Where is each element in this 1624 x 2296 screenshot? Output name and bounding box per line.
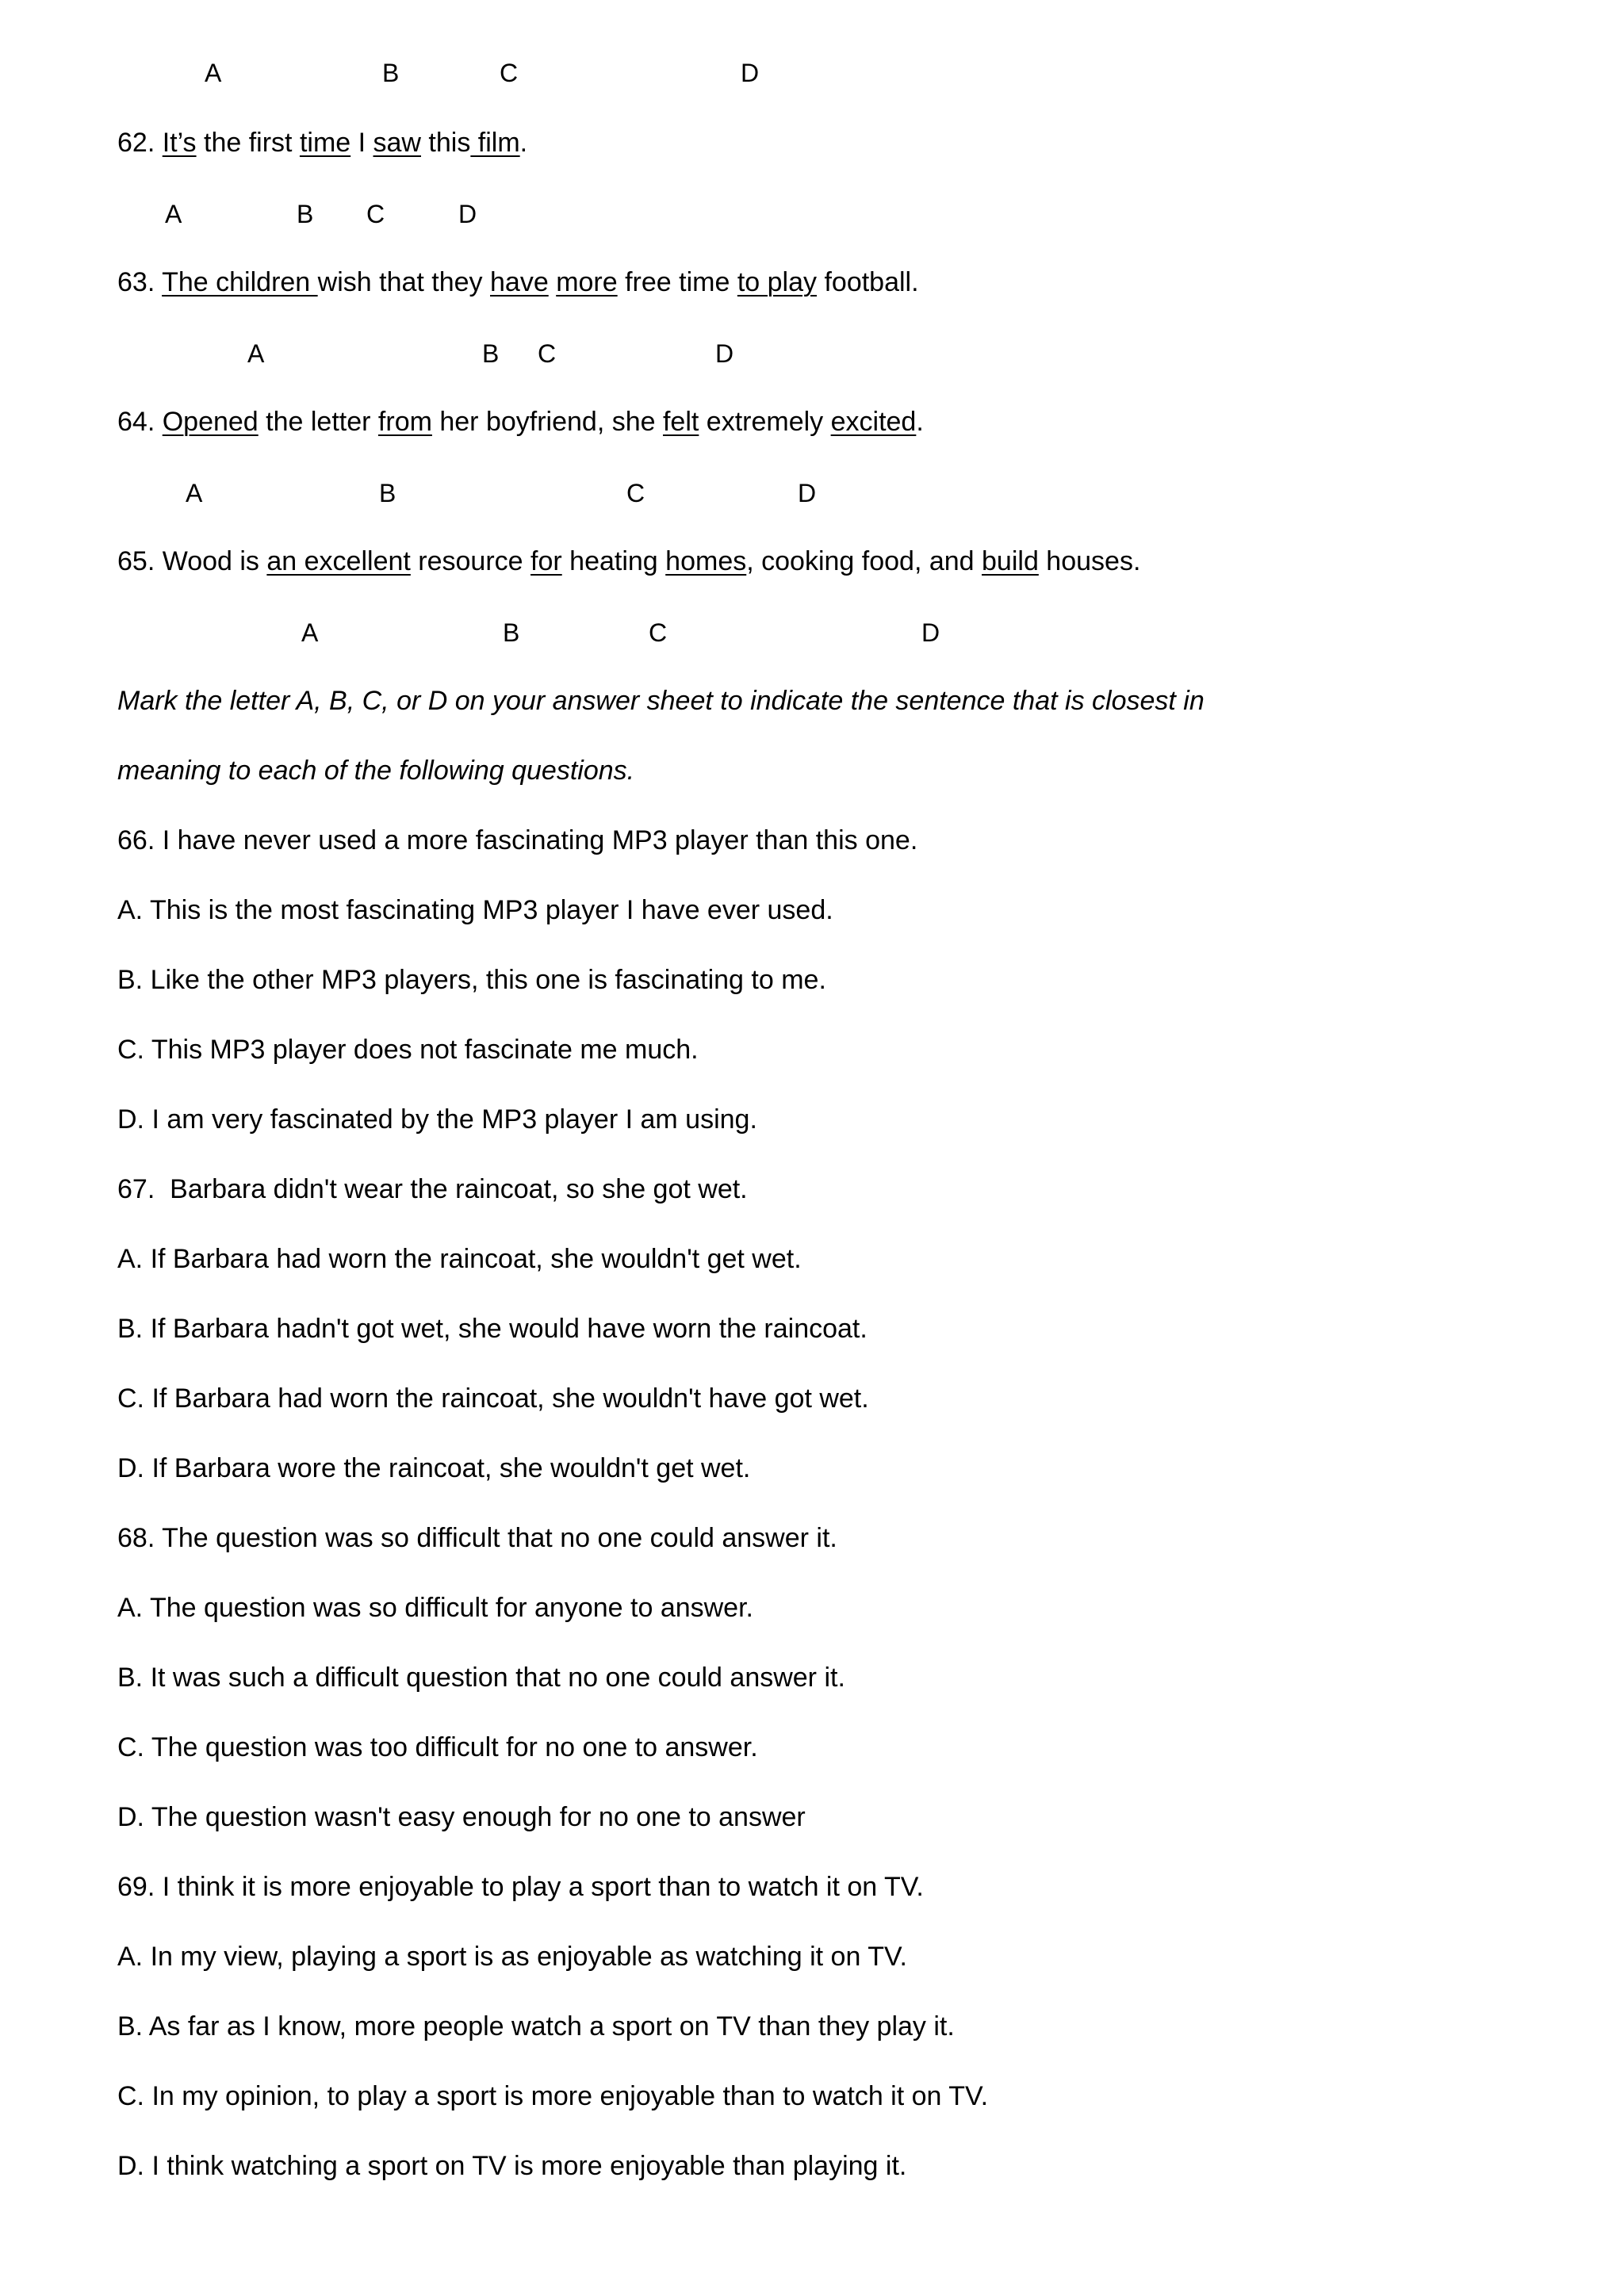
underlined-part-d: to play bbox=[737, 267, 818, 297]
option-label-c: C bbox=[366, 200, 385, 228]
question-67-option-a: A. If Barbara had worn the raincoat, she wouldn't get wet. bbox=[117, 1244, 802, 1274]
question-67-option-c: C. If Barbara had worn the raincoat, she wouldn't have got wet. bbox=[117, 1383, 869, 1414]
text-segment: , cooking food, and bbox=[746, 546, 982, 576]
question-65 bbox=[117, 544, 1140, 579]
option-label-c: C bbox=[649, 618, 668, 647]
option-label-d: D bbox=[715, 339, 734, 368]
underlined-part-c: felt bbox=[662, 407, 699, 437]
question-62 bbox=[117, 125, 527, 160]
question-66-option-a: A. This is the most fascinating MP3 player I have ever used. bbox=[117, 895, 833, 925]
underlined-part-b: have bbox=[490, 267, 549, 297]
option-label-c: C bbox=[538, 339, 557, 368]
option-label-c: C bbox=[500, 59, 519, 87]
question-66-option-d: D. I am very fascinated by the MP3 player I am using. bbox=[117, 1104, 757, 1135]
question-66-stem: 66. I have never used a more fascinating MP3 player than this one. bbox=[117, 825, 918, 855]
text-segment: her boyfriend, she bbox=[431, 407, 663, 437]
instructions-line-1: Mark the letter A, B, C, or D on your answer sheet to indicate the sentence that is closest in bbox=[117, 686, 1205, 716]
text-segment: . bbox=[519, 128, 528, 158]
question-number: 65. Wood is bbox=[117, 546, 267, 576]
option-label-d: D bbox=[798, 479, 817, 507]
underlined-part-c: homes bbox=[665, 546, 747, 576]
question-69-option-c: C. In my opinion, to play a sport is more enjoyable than to watch it on TV. bbox=[117, 2081, 989, 2111]
instructions-line-2: meaning to each of the following questions. bbox=[117, 756, 635, 786]
underlined-part-d: excited bbox=[830, 407, 917, 437]
question-67-option-b: B. If Barbara hadn't got wet, she would have worn the raincoat. bbox=[117, 1314, 868, 1344]
option-label-a: A bbox=[301, 618, 319, 647]
text-segment: I bbox=[350, 128, 373, 158]
question-68-option-d: D. The question wasn't easy enough for no one to answer bbox=[117, 1802, 806, 1832]
option-label-b: B bbox=[297, 200, 314, 228]
underlined-part-c: saw bbox=[373, 128, 421, 158]
question-number: 64. bbox=[117, 407, 163, 437]
question-68-option-b: B. It was such a difficult question that no one could answer it. bbox=[117, 1663, 845, 1693]
text-segment: the letter bbox=[258, 407, 378, 437]
option-label-a: A bbox=[247, 339, 265, 368]
underlined-part-a: an excellent bbox=[266, 546, 411, 576]
option-label-a: A bbox=[165, 200, 182, 228]
underlined-part-c: more bbox=[556, 267, 618, 297]
option-label-a: A bbox=[186, 479, 203, 507]
text-segment: heating bbox=[561, 546, 666, 576]
question-69-stem: 69. I think it is more enjoyable to play a sport than to watch it on TV. bbox=[117, 1872, 924, 1902]
text-segment: this bbox=[420, 128, 471, 158]
question-number: 63. bbox=[117, 267, 163, 297]
question-69-option-a: A. In my view, playing a sport is as enjoyable as watching it on TV. bbox=[117, 1942, 907, 1972]
text-segment: free time bbox=[617, 267, 737, 297]
text-segment: extremely bbox=[699, 407, 831, 437]
question-68-option-c: C. The question was too difficult for no one to answer. bbox=[117, 1732, 758, 1762]
underlined-part-a: Opened bbox=[162, 407, 259, 437]
underlined-part-d: build bbox=[982, 546, 1039, 576]
option-label-a: A bbox=[205, 59, 222, 87]
underlined-part-a: The children bbox=[162, 267, 318, 297]
question-66-option-c: C. This MP3 player does not fascinate me much. bbox=[117, 1035, 699, 1065]
option-label-c: C bbox=[626, 479, 645, 507]
question-68-stem: 68. The question was so difficult that no one could answer it. bbox=[117, 1523, 837, 1553]
text-segment bbox=[549, 267, 556, 297]
option-label-d: D bbox=[921, 618, 940, 647]
text-segment: football. bbox=[817, 267, 919, 297]
question-66-option-b: B. Like the other MP3 players, this one is fascinating to me. bbox=[117, 965, 826, 995]
text-segment: houses. bbox=[1038, 546, 1141, 576]
option-label-d: D bbox=[741, 59, 760, 87]
question-69-option-d: D. I think watching a sport on TV is more enjoyable than playing it. bbox=[117, 2151, 907, 2181]
question-68-option-a: A. The question was so difficult for anyone to answer. bbox=[117, 1593, 753, 1623]
question-64 bbox=[117, 404, 924, 439]
question-number: 62. bbox=[117, 128, 163, 158]
text-segment: . bbox=[916, 407, 924, 437]
text-segment: the first bbox=[196, 128, 300, 158]
option-label-b: B bbox=[382, 59, 400, 87]
underlined-part-b: from bbox=[377, 407, 432, 437]
underlined-part-a: It’s bbox=[162, 128, 197, 158]
underlined-part-b: for bbox=[530, 546, 562, 576]
question-63 bbox=[117, 265, 919, 300]
underlined-part-d: film bbox=[470, 128, 520, 158]
text-segment: resource bbox=[410, 546, 531, 576]
option-label-b: B bbox=[482, 339, 500, 368]
option-label-d: D bbox=[458, 200, 477, 228]
question-69-option-b: B. As far as I know, more people watch a sport on TV than they play it. bbox=[117, 2011, 955, 2042]
option-label-b: B bbox=[379, 479, 396, 507]
underlined-part-b: time bbox=[299, 128, 351, 158]
text-segment: wish that they bbox=[317, 267, 490, 297]
question-67-option-d: D. If Barbara wore the raincoat, she wouldn't get wet. bbox=[117, 1453, 751, 1483]
question-67-stem: 67. Barbara didn't wear the raincoat, so she got wet. bbox=[117, 1174, 748, 1204]
option-label-b: B bbox=[503, 618, 520, 647]
